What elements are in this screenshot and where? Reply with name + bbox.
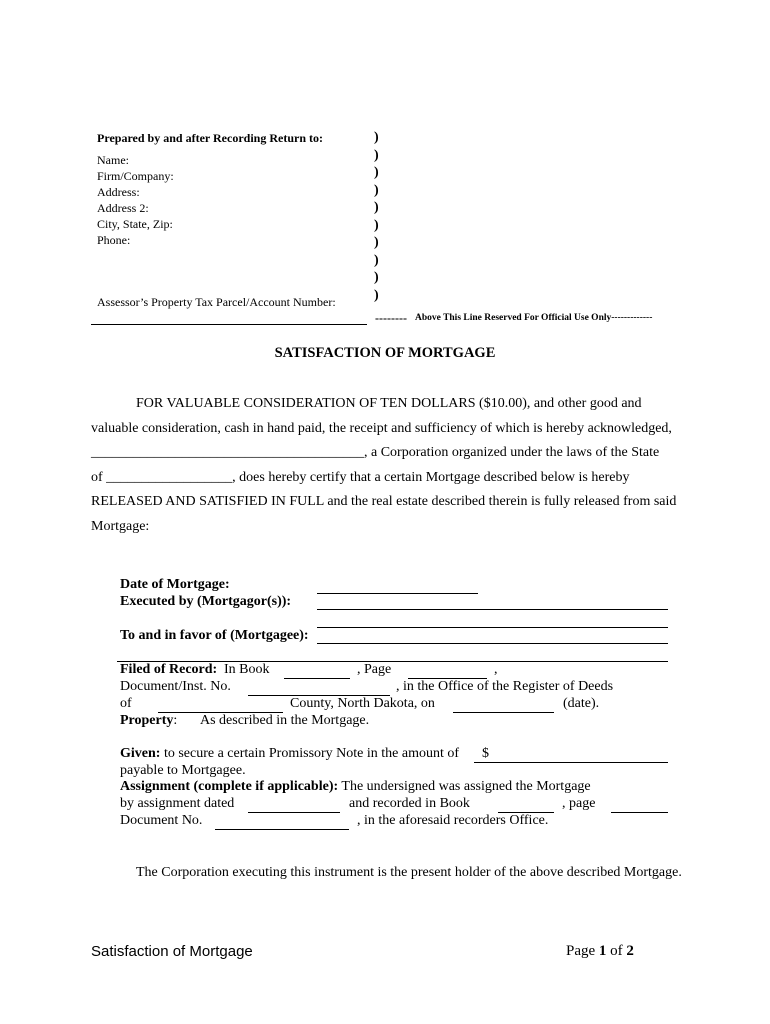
name-label: Name:: [97, 153, 129, 167]
para-line-5: RELEASED AND SATISFIED IN FULL and the real estate described therein is fully released from said: [91, 494, 677, 509]
mortgagor-blank-2[interactable]: [317, 627, 668, 628]
closing-statement: The Corporation executing this instrument is the present holder of the above described Mortgage.: [136, 865, 682, 880]
paren: ): [374, 253, 379, 268]
executed-by-label: Executed by (Mortgagor(s)):: [120, 594, 292, 609]
document-title: SATISFACTION OF MORTGAGE: [274, 345, 496, 361]
city-state-zip-label: City, State, Zip:: [97, 217, 173, 231]
page-total: 2: [626, 943, 634, 959]
phone-label: Phone:: [97, 233, 131, 247]
date-label: (date).: [563, 696, 600, 711]
para-line-2: valuable consideration, cash in hand paid, the receipt and sufficiency of which is hereby acknowledged,: [91, 420, 672, 436]
property-colon: :: [173, 713, 178, 728]
page-indicator: [566, 943, 634, 960]
dollar-sign: $: [482, 746, 489, 761]
paren: ): [374, 183, 379, 198]
paren: ): [374, 288, 379, 303]
given-text: to secure a certain Promissory Note in the amount of: [163, 746, 460, 761]
assignment-text: The undersigned was assigned the Mortgage: [341, 779, 591, 794]
paren: ): [374, 148, 379, 163]
property-value: As described in the Mortgage.: [200, 713, 370, 728]
doc-inst-label: Document/Inst. No.: [120, 679, 231, 694]
paren: ): [374, 130, 379, 145]
mortgagee-blank[interactable]: [317, 643, 668, 644]
of-word: of: [610, 943, 623, 959]
address2-label: Address 2:: [97, 201, 149, 215]
paren: ): [374, 270, 379, 285]
paren: ): [374, 218, 379, 233]
in-book-label: In Book: [224, 662, 270, 677]
assignment-page-blank[interactable]: [611, 812, 668, 813]
given-label: Given:: [120, 746, 161, 761]
paren: ): [374, 200, 379, 215]
footer-title: Satisfaction of Mortgage: [91, 943, 253, 960]
assessor-label: Assessor’s Property Tax Parcel/Account Number:: [97, 295, 336, 309]
assignment-label: Assignment (complete if applicable):: [120, 779, 339, 794]
date-of-mortgage-label: Date of Mortgage:: [120, 577, 230, 592]
recorders-office-text: , in the aforesaid recorders Office.: [357, 813, 549, 828]
payable-text: payable to Mortgagee.: [120, 763, 246, 778]
filed-of-record-label: Filed of Record:: [120, 662, 218, 677]
reserved-note: Above This Line Reserved For Official Use Only-------------: [415, 313, 653, 323]
of-label: of: [120, 696, 132, 711]
comma: ,: [494, 662, 498, 677]
paren: ): [374, 165, 379, 180]
address-label: Address:: [97, 185, 140, 199]
reserved-dashes: --------: [375, 311, 407, 325]
book-blank[interactable]: [284, 678, 350, 679]
firm-label: Firm/Company:: [97, 169, 174, 183]
mortgagor-blank[interactable]: [317, 609, 668, 610]
recorded-in-book-label: and recorded in Book: [349, 796, 470, 811]
register-label: , in the Office of the Register of Deeds: [396, 679, 614, 694]
date-blank[interactable]: [453, 712, 554, 713]
page-word: Page: [566, 943, 596, 959]
amount-blank[interactable]: [474, 762, 668, 763]
property-label: Property: [120, 713, 174, 728]
prepared-by-heading: Prepared by and after Recording Return to:: [97, 131, 323, 145]
page-label: , Page: [357, 662, 392, 677]
assignment-date-blank[interactable]: [248, 812, 340, 813]
document-no-blank[interactable]: [215, 829, 349, 830]
para-line-3: _______________________________________, a Corporation organized under the laws of the State: [91, 445, 660, 460]
para-line-6: Mortgage:: [91, 518, 150, 534]
header-rule: [91, 324, 367, 325]
para-line-1: FOR VALUABLE CONSIDERATION OF TEN DOLLARS ($10.00), and other good and: [136, 396, 642, 411]
by-assignment-label: by assignment dated: [120, 796, 235, 811]
para-line-4: of __________________, does hereby certify that a certain Mortgage described below is hereby: [91, 469, 630, 485]
in-favor-of-label: To and in favor of (Mortgagee):: [120, 628, 309, 643]
paren: ): [374, 235, 379, 250]
date-of-mortgage-blank[interactable]: [317, 593, 478, 594]
page-number: 1: [598, 943, 607, 959]
document-no-label: Document No.: [120, 813, 203, 828]
county-label: County, North Dakota, on: [290, 696, 435, 711]
page2-label: , page: [562, 796, 596, 811]
